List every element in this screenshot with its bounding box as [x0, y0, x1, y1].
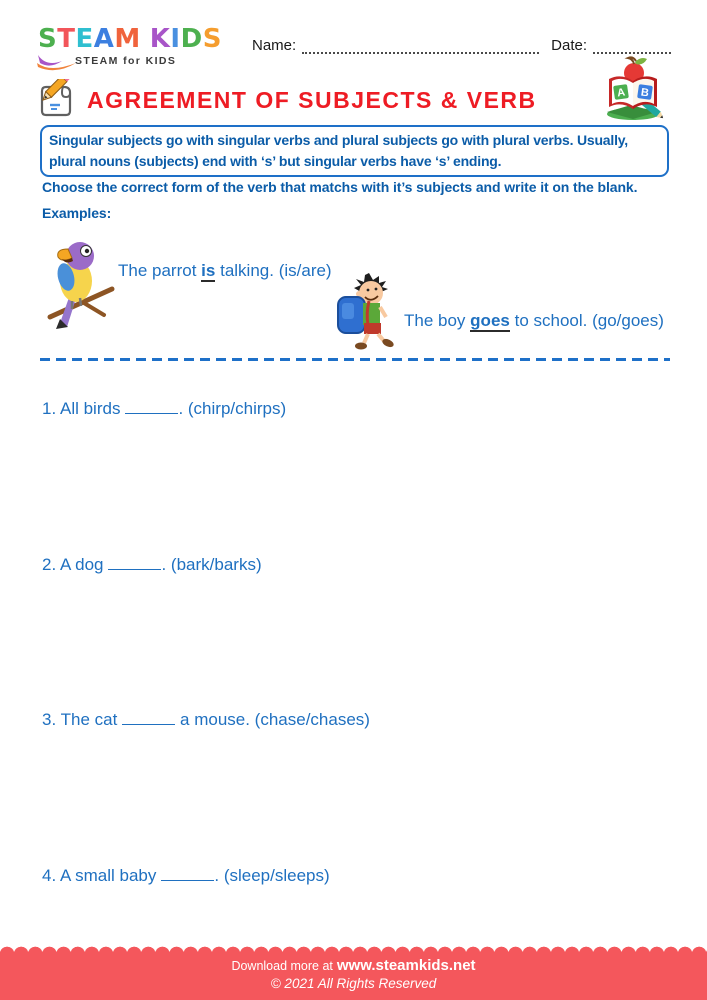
- question-1: [42, 399, 286, 419]
- logo-wordmark: STEAM KIDS: [38, 24, 222, 54]
- rule-info-box: [40, 125, 669, 177]
- example-sentence-boy: [404, 311, 664, 331]
- question-3-after: a mouse. (chase/chases): [175, 710, 370, 729]
- example2-post: to school.: [514, 311, 588, 330]
- example1-options: (is/are): [278, 261, 332, 280]
- question-1-answer-blank: [125, 401, 178, 414]
- question-2-number: 2.: [42, 555, 57, 574]
- footer-site-link[interactable]: www.steamkids.net: [336, 957, 476, 974]
- name-date-row: [252, 37, 671, 54]
- rule-text: Singular subjects go with singular verbs and plural subjects go with plural verbs. Usually, plural nouns (subjects) end with ‘s’ but singular verbs have ‘s’ ending.: [49, 132, 629, 169]
- logo-swoosh-icon: [36, 53, 78, 71]
- question-2-after: . (bark/barks): [161, 555, 262, 574]
- footer-copyright: © 2021 All Rights Reserved: [270, 976, 437, 991]
- question-2-before: A dog: [59, 555, 104, 574]
- question-4-before: A small baby: [59, 866, 157, 885]
- question-2-answer-blank: [108, 557, 161, 570]
- example2-pre: The boy: [404, 311, 466, 330]
- question-4-number: 4.: [42, 866, 57, 885]
- question-3-answer-blank: [122, 712, 175, 725]
- question-4-after: . (sleep/sleeps): [214, 866, 330, 885]
- date-label: Date:: [551, 37, 587, 54]
- example1-post: talking.: [220, 261, 274, 280]
- name-label: Name:: [252, 37, 297, 54]
- name-field: [302, 39, 539, 54]
- question-3-number: 3.: [42, 710, 57, 729]
- examples-label: Examples:: [42, 205, 112, 222]
- svg-text:B: B: [640, 86, 650, 100]
- logo-subtitle: STEAM for KIDS: [75, 55, 177, 67]
- pencil-paper-icon: [36, 79, 78, 121]
- instruction-text: Choose the correct form of the verb that matchs with it’s subjects and write it on the blank.: [42, 179, 638, 195]
- question-1-after: . (chirp/chirps): [178, 399, 287, 418]
- question-3-before: The cat: [60, 710, 118, 729]
- example2-options: (go/goes): [592, 311, 664, 330]
- abc-book-icon: [601, 55, 669, 123]
- question-1-before: All birds: [59, 399, 121, 418]
- footer-download-text: Download more at: [231, 959, 333, 973]
- footer: [0, 953, 707, 1000]
- example2-answer: goes: [470, 311, 510, 330]
- example1-pre: The parrot: [118, 261, 197, 280]
- page-title: AGREEMENT OF SUBJECTS & VERB: [87, 86, 537, 113]
- steam-kids-logo: [38, 26, 238, 67]
- example-sentence-parrot: [118, 261, 332, 281]
- instructions-block: [42, 177, 682, 224]
- question-4-answer-blank: [161, 868, 214, 881]
- example1-answer: is: [201, 261, 216, 280]
- parrot-image: [42, 237, 120, 331]
- question-3: [42, 710, 370, 730]
- question-2: [42, 555, 262, 575]
- boy-image: [336, 273, 402, 353]
- title-row: [36, 79, 537, 121]
- footer-download-line: [0, 957, 707, 974]
- dashed-divider: [40, 358, 670, 361]
- svg-text:A: A: [616, 86, 626, 100]
- question-1-number: 1.: [42, 399, 57, 418]
- question-4: [42, 866, 330, 886]
- date-field: [593, 39, 671, 54]
